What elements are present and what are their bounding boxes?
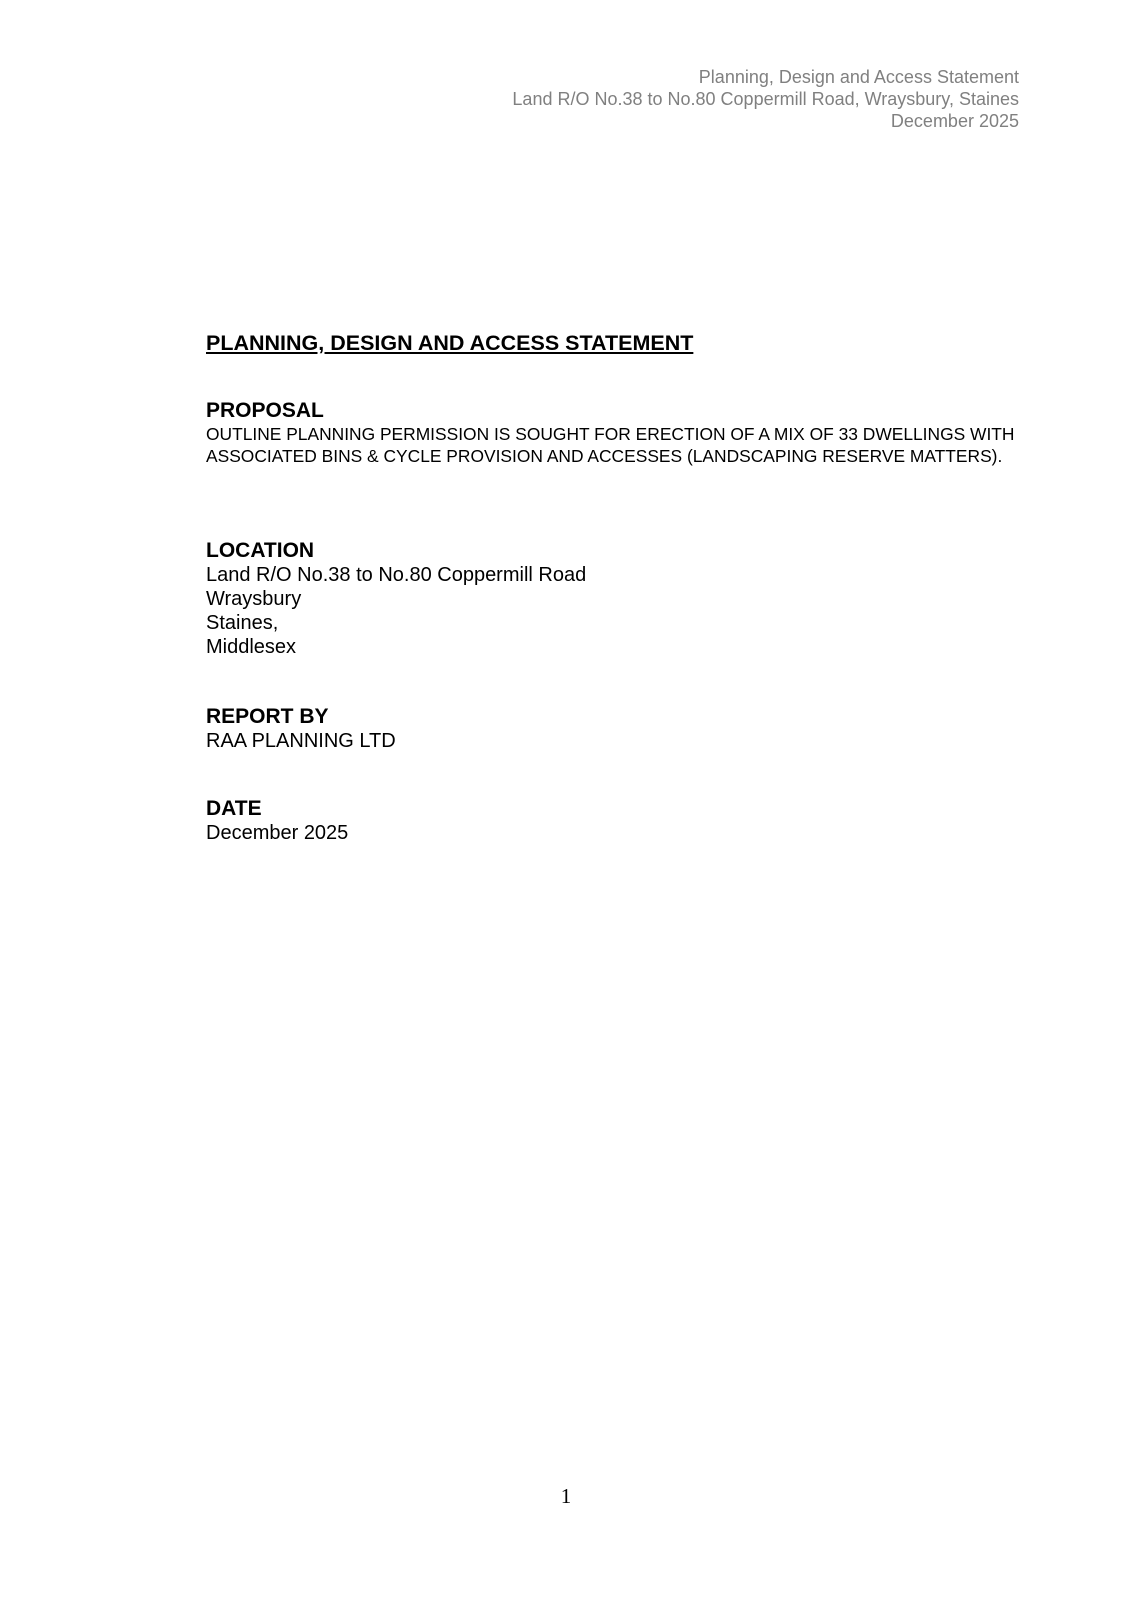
proposal-text: OUTLINE PLANNING PERMISSION IS SOUGHT FOR ERECTION OF A MIX OF 33 DWELLINGS WITH ASSOCIATED BINS & CYCLE PROVISION AND ACCESSES (LANDSCAPING RESERVE MATTERS).: [206, 424, 1015, 466]
page-number: 1: [560, 1484, 572, 1508]
location-line-town: Staines,: [206, 612, 279, 634]
location-section: [206, 538, 1026, 659]
running-header: [512, 66, 1019, 132]
header-date: December 2025: [890, 111, 1019, 131]
date-heading: DATE: [206, 797, 262, 820]
date-section: [206, 796, 1026, 845]
header-document-title: Planning, Design and Access Statement: [698, 67, 1019, 87]
location-heading: LOCATION: [206, 539, 315, 562]
proposal-section: [206, 398, 1026, 467]
location-line-county: Middlesex: [206, 636, 297, 658]
proposal-heading: PROPOSAL: [206, 399, 324, 422]
location-line-village: Wraysbury: [206, 588, 302, 610]
report-by-heading: REPORT BY: [206, 705, 329, 728]
date-value: December 2025: [206, 822, 349, 844]
cover-content: [206, 330, 1026, 844]
report-by-section: [206, 704, 1026, 753]
report-by-value: RAA PLANNING LTD: [206, 730, 396, 752]
header-site-address: Land R/O No.38 to No.80 Coppermill Road, Wraysbury, Staines: [512, 89, 1019, 109]
document-title: PLANNING, DESIGN AND ACCESS STATEMENT: [206, 331, 694, 355]
location-line-address: Land R/O No.38 to No.80 Coppermill Road: [206, 564, 587, 586]
